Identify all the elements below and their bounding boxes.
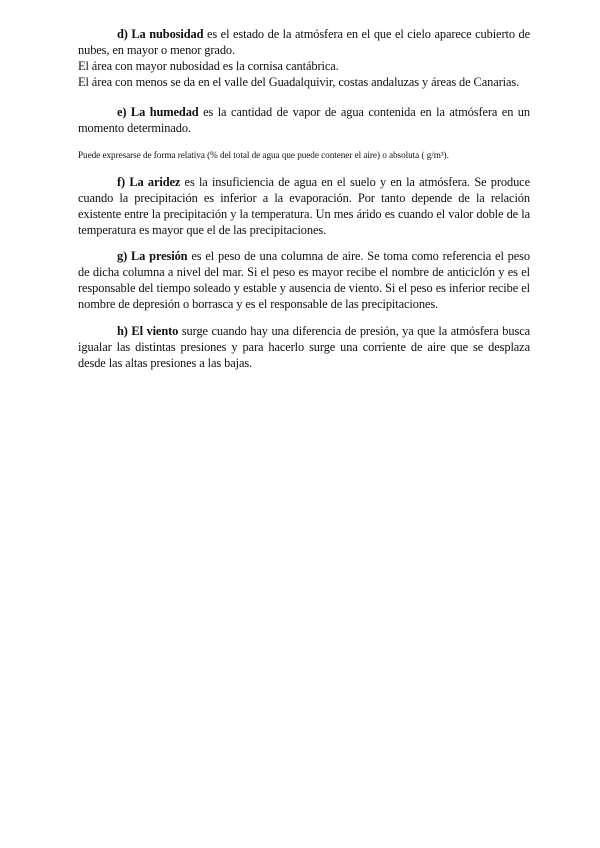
presion-text: es el peso de una columna de aire. Se toma como referencia el peso de dicha columna a nivel del mar. Si el peso es mayor recibe el nombre de anticiclón y es el responsable del tiempo soleado y estable y ausencia de viento. Si el peso es inferior recibe el nombre de depresión o borrasca y es el responsable de las precipitaciones.	[78, 249, 530, 311]
nubosidad-text: es el estado de la atmósfera en el que el cielo aparece cubierto de nubes, en mayor o menor grado.	[78, 27, 530, 57]
nubosidad-term: d) La nubosidad	[117, 27, 204, 41]
aridez-term: f) La aridez	[117, 175, 181, 189]
section-aridez	[78, 174, 530, 238]
humedad-text: es la cantidad de vapor de agua contenida en la atmósfera en un momento determinado.	[78, 105, 530, 135]
presion-paragraph	[78, 248, 530, 312]
nubosidad-line-3: El área con menos se da en el valle del Guadalquivir, costas andaluzas y áreas de Canarias.	[78, 75, 520, 89]
viento-text: surge cuando hay una diferencia de presión, ya que la atmósfera busca igualar las distintas presiones y para hacerlo surge una corriente de aire que se desplaza desde las altas presiones a las bajas.	[78, 324, 530, 370]
section-humedad	[78, 104, 530, 136]
aridez-paragraph	[78, 174, 530, 238]
section-viento	[78, 323, 530, 371]
aridez-text: es la insuficiencia de agua en el suelo y en la atmósfera. Se produce cuando la precipitación es inferior a la evaporación. Por tanto depende de la relación existente entre la precipitación y la temperatura. Un mes árido es cuando el valor doble de la temperatura es mayor que el de las precipitaciones.	[78, 175, 530, 237]
humedad-note: Puede expresarse de forma relativa (% del total de agua que puede contener el aire) o absoluta ( g/m³).	[78, 150, 449, 160]
humedad-term: e) La humedad	[117, 105, 199, 119]
section-presion	[78, 248, 530, 312]
section-nubosidad	[78, 26, 530, 90]
presion-term: g) La presión	[117, 249, 188, 263]
humedad-paragraph	[78, 104, 530, 136]
nubosidad-line-2: El área con mayor nubosidad es la cornisa cantábrica.	[78, 59, 339, 73]
nubosidad-paragraph	[78, 26, 530, 58]
viento-term: h) El viento	[117, 324, 179, 338]
viento-paragraph	[78, 323, 530, 371]
